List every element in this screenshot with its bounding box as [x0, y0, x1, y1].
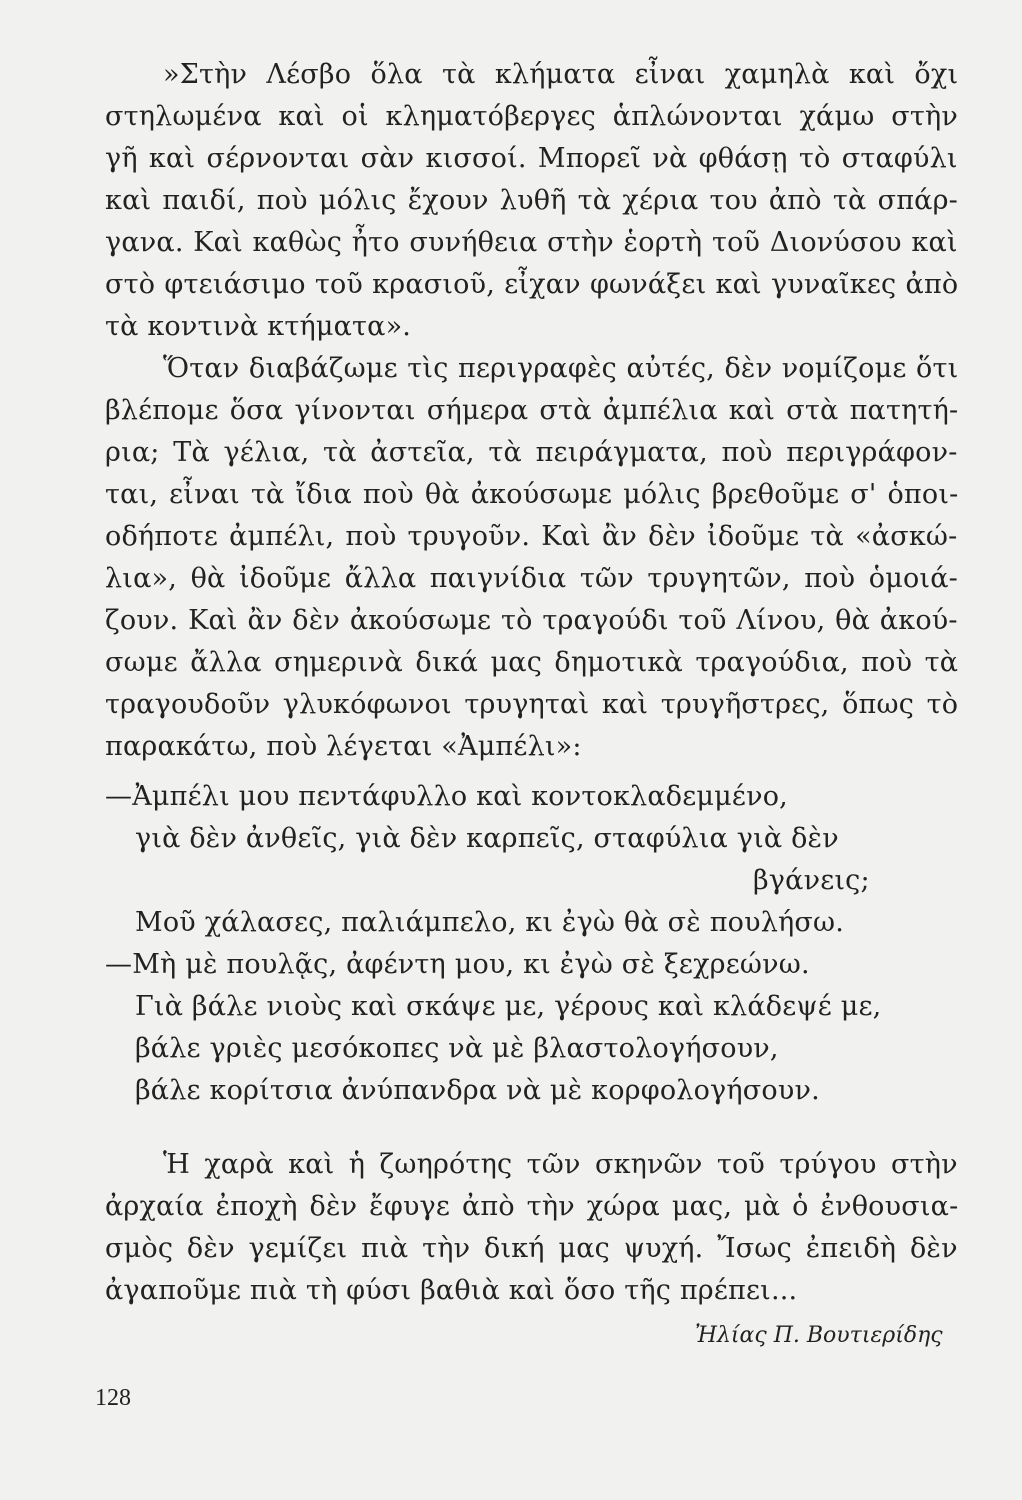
text-line: ρια; Τὰ γέλια, τὰ ἀστεῖα, τὰ πειράγματα, ποὺ περιγράφον-: [105, 437, 958, 468]
text-line: ἀρχαία ἐποχὴ δὲν ἔφυγε ἀπὸ τὴν χώρα μας, μὰ ὁ ἐνθουσια-: [105, 1191, 959, 1222]
poem-line: Γιὰ βάλε νιοὺς καὶ σκάψε με, γέρους καὶ κλάδεψέ με,: [135, 991, 882, 1022]
text-line: λια», θὰ ἰδοῦμε ἄλλα παιγνίδια τῶν τρυγητῶν, ποὺ ὁμοιά-: [105, 563, 958, 594]
text-line: ται, εἶναι τὰ ἴδια ποὺ θὰ ἀκούσωμε μόλις βρεθοῦμε σ' ὁποι-: [105, 479, 959, 510]
text-line: τὰ κοντινὰ κτήματα».: [105, 311, 412, 342]
text-line: »Στὴν Λέσβο ὅλα τὰ κλήματα εἶναι χαμηλὰ καὶ ὄχι: [163, 59, 959, 90]
text-line: Ἡ χαρὰ καὶ ἡ ζωηρότης τῶν σκηνῶν τοῦ τρύγου στὴν: [163, 1149, 958, 1180]
text-line: οδήποτε ἀμπέλι, ποὺ τρυγοῦν. Καὶ ἂν δὲν ἰδοῦμε τὰ «ἀσκώ-: [105, 521, 958, 552]
poem-line: γιὰ δὲν ἀνθεῖς, γιὰ δὲν καρπεῖς, σταφύλια γιὰ δὲν: [135, 823, 839, 854]
poem-line: βάλε κορίτσια ἀνύπανδρα νὰ μὲ κορφολογήσουν.: [135, 1075, 820, 1106]
page-number: 128: [95, 1385, 131, 1411]
text-line: βλέπομε ὅσα γίνονται σήμερα στὰ ἀμπέλια καὶ στὰ πατητή-: [105, 395, 959, 426]
poem-line: βάλε γριὲς μεσόκοπες νὰ μὲ βλαστολογήσουν,: [135, 1033, 779, 1064]
poem-line: —Ἀμπέλι μου πεντάφυλλο καὶ κοντοκλαδεμμένο,: [105, 781, 788, 812]
text-line: καὶ παιδί, ποὺ μόλις ἔχουν λυθῆ τὰ χέρια του ἀπὸ τὰ σπάρ-: [105, 185, 959, 216]
text-line: παρακάτω, ποὺ λέγεται «Ἀμπέλι»:: [105, 731, 582, 762]
text-line: γῆ καὶ σέρνονται σὰν κισσοί. Μπορεῖ νὰ φθάσῃ τὸ σταφύλι: [105, 143, 958, 174]
text-line: Ὅταν διαβάζωμε τὶς περιγραφὲς αὐτές, δὲν νομίζομε ὅτι: [163, 353, 959, 384]
text-line: τραγουδοῦν γλυκόφωνοι τρυγηταὶ καὶ τρυγῆστρες, ὅπως τὸ: [105, 689, 959, 720]
poem-line: —Μὴ μὲ πουλᾷς, ἀφέντη μου, κι ἐγὼ σὲ ξεχρεώνω.: [105, 949, 810, 980]
text-line: ζουν. Καὶ ἂν δὲν ἀκούσωμε τὸ τραγούδι τοῦ Λίνου, θὰ ἀκού-: [105, 605, 958, 636]
poem-line: βγάνεις;: [753, 865, 870, 896]
text-line: σωμε ἄλλα σημερινὰ δικά μας δημοτικὰ τραγούδια, ποὺ τὰ: [105, 647, 959, 678]
poem-line: Μοῦ χάλασες, παλιάμπελο, κι ἐγὼ θὰ σὲ πουλήσω.: [135, 907, 845, 938]
author-signature: Ἠλίας Π. Βουτιερίδης: [695, 1323, 943, 1348]
text-line: γανα. Καὶ καθὼς ἦτο συνήθεια στὴν ἑορτὴ τοῦ Διονύσου καὶ: [105, 227, 958, 258]
text-line: σμὸς δὲν γεμίζει πιὰ τὴν δική μας ψυχή. Ἴσως ἐπειδὴ δὲν: [105, 1233, 958, 1264]
text-line: ἀγαποῦμε πιὰ τὴ φύσι βαθιὰ καὶ ὅσο τῆς πρέπει...: [105, 1275, 798, 1306]
text-line: στηλωμένα καὶ οἱ κληματόβεργες ἁπλώνονται χάμω στὴν: [105, 101, 958, 132]
text-line: στὸ φτειάσιμο τοῦ κρασιοῦ, εἶχαν φωνάξει καὶ γυναῖκες ἀπὸ: [105, 269, 959, 300]
